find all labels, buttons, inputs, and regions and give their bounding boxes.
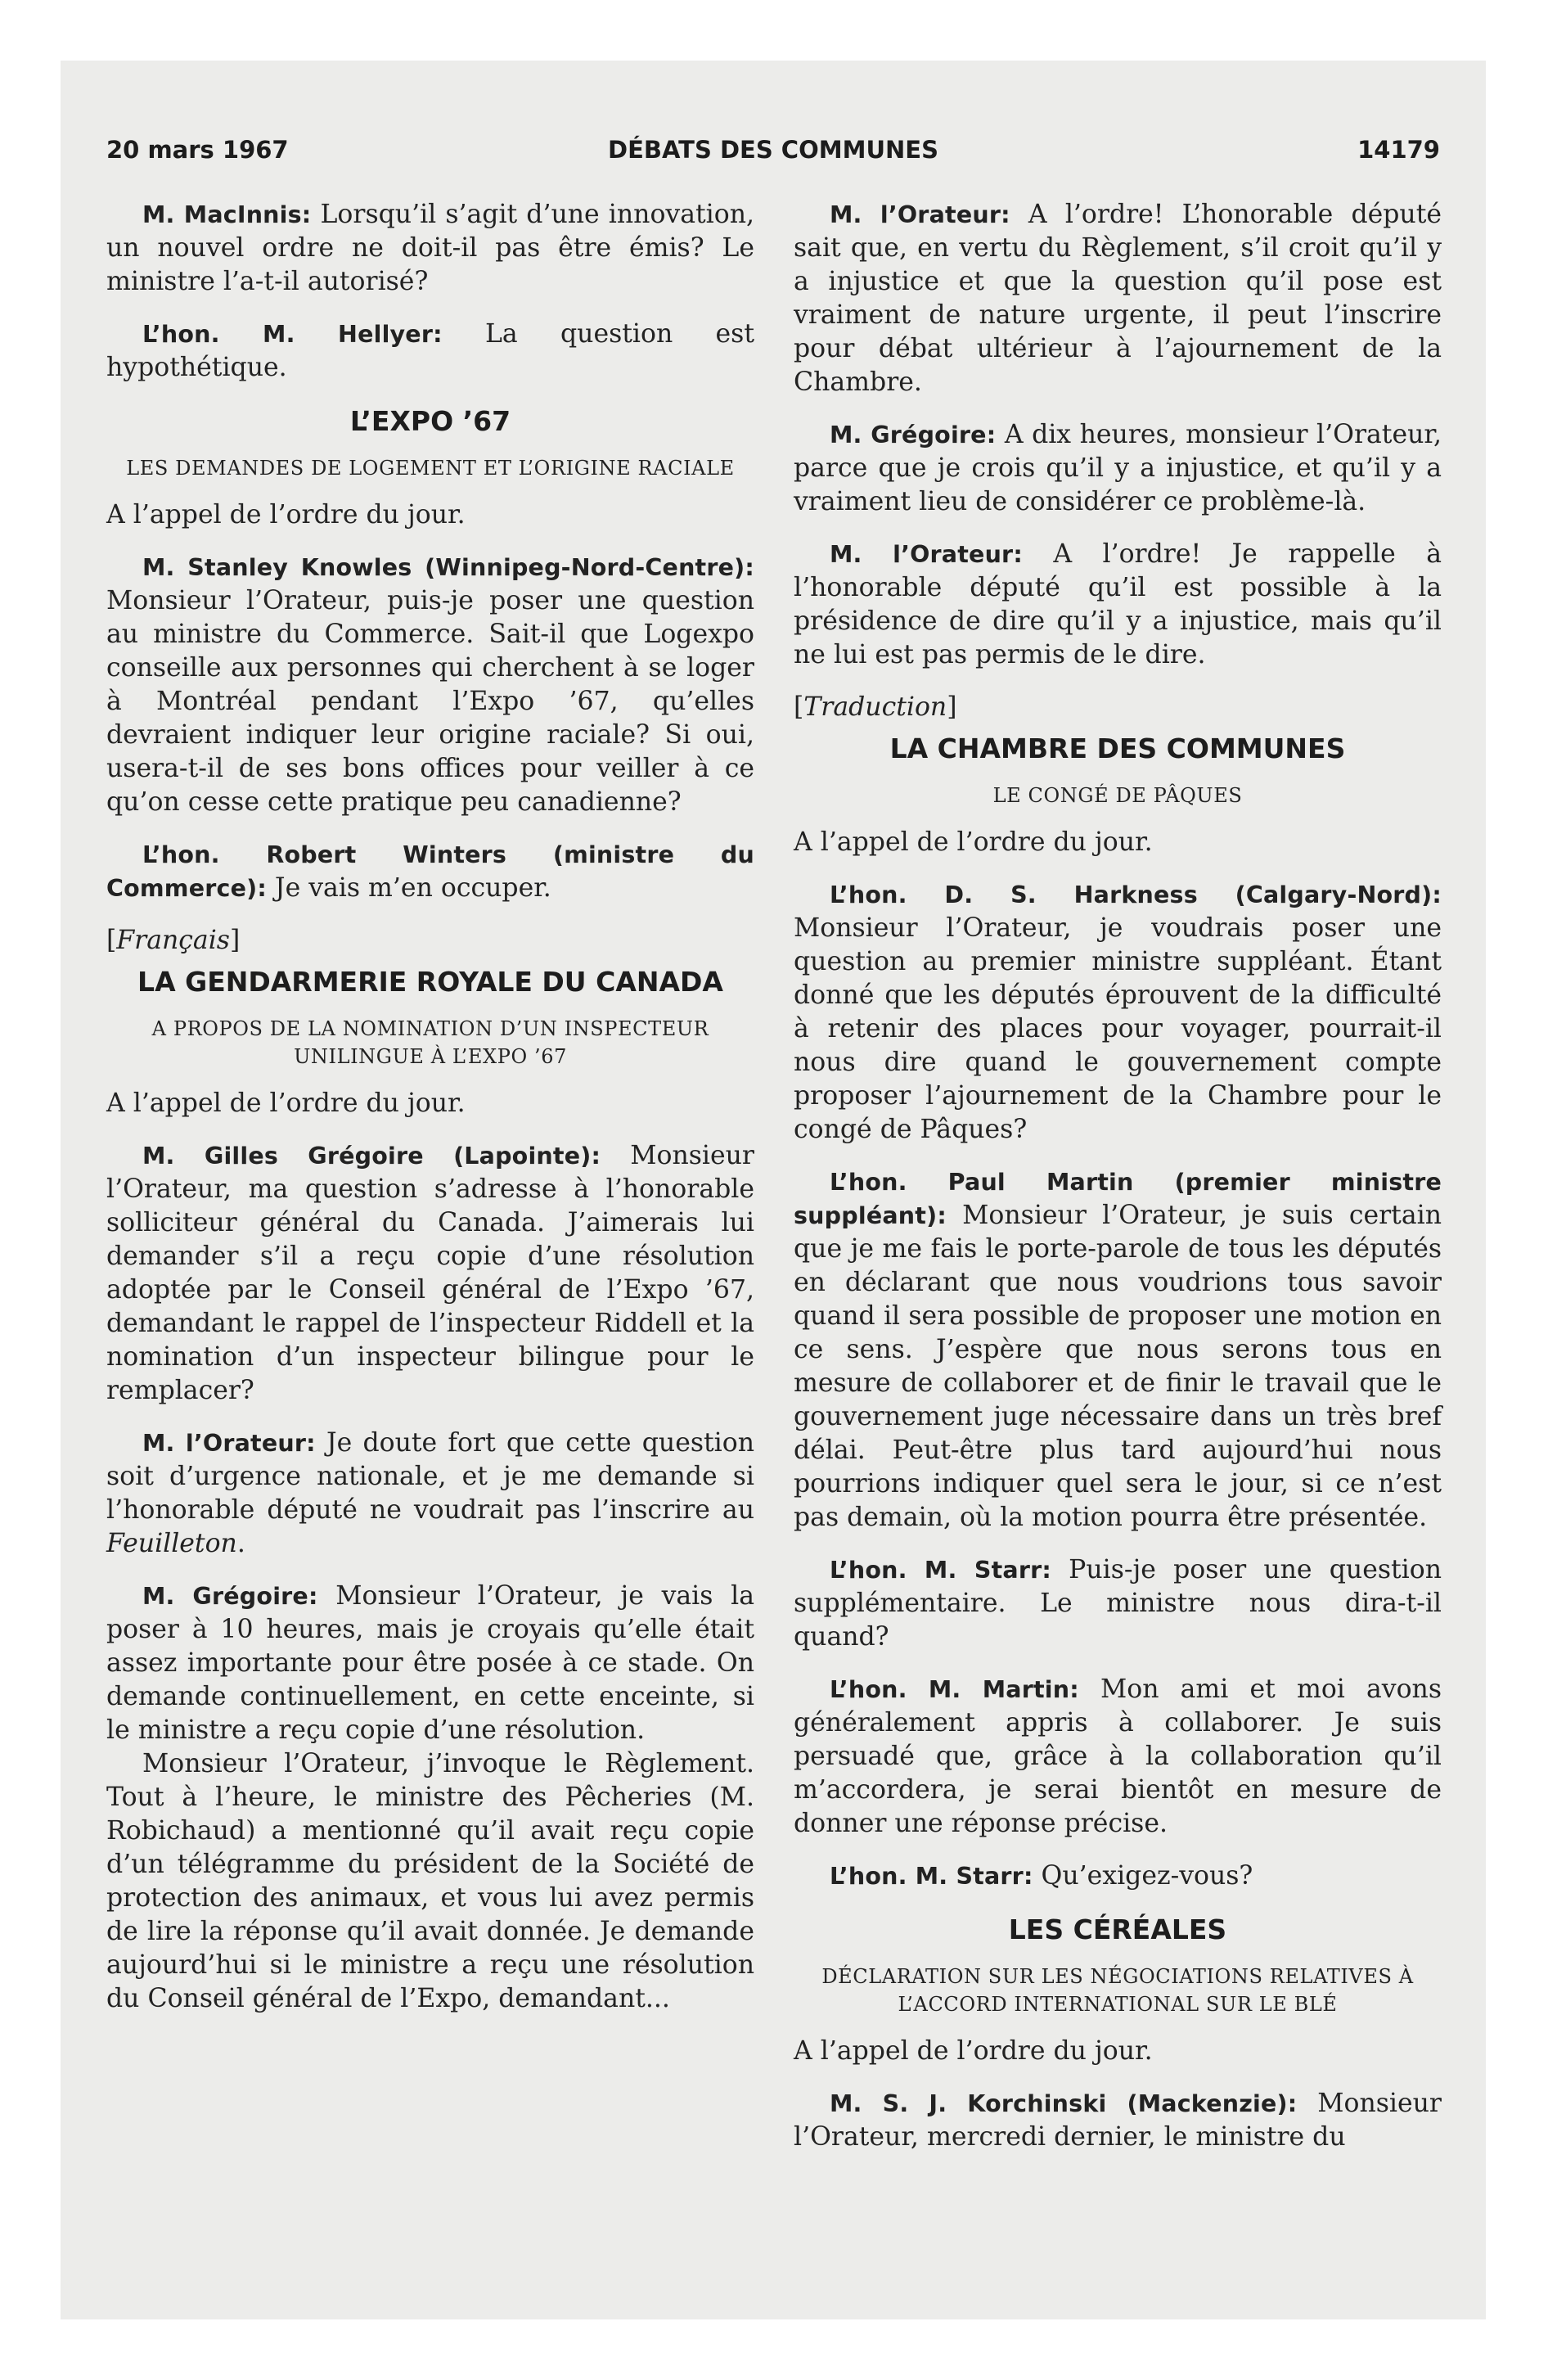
paragraph xyxy=(794,418,1442,519)
speaker-name: M. l’Orateur: xyxy=(142,1430,316,1457)
order-call: A l’appel de l’ordre du jour. xyxy=(106,500,466,530)
header-date: 20 mars 1967 xyxy=(106,136,289,164)
paragraph-text: Monsieur l’Orateur, je voudrais poser une question au premier ministre suppléant. Étant donné que les députés éprouvent de la difficulté à retenir des places pour voyager, pourrait-il nous dire quand le gouvernement compte proposer l’ajournement de la Chambre pour le congé de Pâques? xyxy=(794,913,1442,1144)
speaker-name: M. l’Orateur: xyxy=(830,201,1010,228)
paragraph-text: A dix heures, monsieur l’Orateur, parce que je crois qu’il y a injustice, et qu’il y a vraiment lieu de considérer ce problème-là. xyxy=(794,420,1442,516)
paragraph xyxy=(794,2087,1442,2154)
header-title: DÉBATS DES COMMUNES xyxy=(608,136,938,164)
left-column xyxy=(106,198,754,2035)
speaker-name: L’hon. M. Starr: xyxy=(830,1557,1051,1584)
paragraph xyxy=(106,1580,754,1747)
paragraph xyxy=(794,198,1442,399)
language-label: Français xyxy=(116,926,230,955)
paragraph-text: Mon ami et moi avons généralement appris à collaborer. Je suis persuadé que, grâce à la collaboration qu’il m’accordera, je serai bientôt en mesure de donner une réponse précise. xyxy=(794,1675,1442,1838)
paragraph xyxy=(794,1673,1442,1841)
paragraph xyxy=(106,1427,754,1561)
paragraph-text: Monsieur l’Orateur, je suis certain que je me fais le porte-parole de tous les députés en déclarant que nous voudrions tous savoir quand il sera possible de proposer une motion en ce sens. J’espère que nous serons tous en mesure de collaborer et de finir le travail que le gouvernement juge nécessaire dans un très bref délai. Peut-être plus tard aujourd’hui nous pourrions indiquer quel sera le jour, si ce n’est pas demain, où la motion pourra être présentée. xyxy=(794,1201,1442,1532)
section-subtitle: LE CONGÉ DE PÂQUES xyxy=(992,784,1243,807)
order-call: A l’appel de l’ordre du jour. xyxy=(106,1089,466,1118)
language-marker: [Français] xyxy=(106,926,241,955)
italic-text: Feuilleton xyxy=(106,1529,237,1558)
paragraph xyxy=(106,551,754,819)
paragraph xyxy=(794,1553,1442,1654)
speaker-name: M. Grégoire: xyxy=(830,421,997,449)
paragraph-text: Monsieur l’Orateur, puis-je poser une question au ministre du Commerce. Sait-il que Logexpo conseille aux personnes qui cherchent à se loger à Montréal pendant l’Expo ’67, qu’elles devraient indiquer leur origine raciale? Si oui, usera-t-il de ses bons offices pour veiller à ce qu’on cesse cette pratique peu canadienne? xyxy=(106,586,754,817)
speaker-name: M. Stanley Knowles (Winnipeg-Nord-Centre): xyxy=(142,554,754,581)
speaker-name: L’hon. M. Martin: xyxy=(830,1676,1079,1703)
paragraph-text: Je doute fort que cette question soit d’urgence nationale, et je me demande si l’honorable député ne voudrait pas l’inscrire au xyxy=(106,1428,755,1525)
page-header xyxy=(106,136,1440,169)
language-marker: [Traduction] xyxy=(794,692,957,722)
paragraph-text: Puis-je poser une question supplémentaire. Le ministre nous dira-t-il quand? xyxy=(794,1555,1442,1652)
speaker-name: L’hon. M. Hellyer: xyxy=(142,321,443,348)
paragraph-text: Monsieur l’Orateur, ma question s’adresse à l’honorable solliciteur général du Canada. J’aimerais lui demander s’il a reçu copie d’une résolution adoptée par le Conseil général de l’Expo ’67, demandant le rappel de l’inspecteur Riddell et la nomination d’un inspecteur bilingue pour le remplacer? xyxy=(106,1141,754,1405)
paragraph-text: Monsieur l’Orateur, mercredi dernier, le ministre du xyxy=(794,2089,1442,2152)
paragraph xyxy=(794,1859,1442,1893)
section-title: LA GENDARMERIE ROYALE DU CANADA xyxy=(137,966,723,998)
order-call: A l’appel de l’ordre du jour. xyxy=(794,827,1153,857)
speaker-name: M. S. J. Korchinski (Mackenzie): xyxy=(830,2090,1298,2117)
order-call: A l’appel de l’ordre du jour. xyxy=(794,2036,1153,2066)
section-title: LES CÉRÉALES xyxy=(1008,1913,1227,1945)
header-page-number: 14179 xyxy=(1357,136,1440,164)
paragraph xyxy=(106,198,754,299)
language-label: Traduction xyxy=(803,692,947,722)
speaker-name: M. Gilles Grégoire (Lapointe): xyxy=(142,1143,601,1170)
paragraph-text: A l’ordre! L’honorable député sait que, en vertu du Règlement, s’il croit qu’il y a injustice et que la question qu’il pose est vraiment de nature urgente, il peut l’inscrire pour débat ultérieur à l’ajournement de la Chambre. xyxy=(794,200,1442,397)
paragraph-text: Monsieur l’Orateur, je vais la poser à 10 heures, mais je croyais qu’elle était assez importante pour être posée à ce stade. On demande continuellement, en cette enceinte, si le ministre a reçu copie d’une résolution. xyxy=(106,1581,754,1745)
paragraph-text: A l’ordre! Je rappelle à l’honorable député qu’il est possible à la présidence de dire qu’il y a injustice, mais qu’il ne lui est pas permis de le dire. xyxy=(794,539,1442,669)
speaker-name: L’hon. Paul Martin (premier ministre suppléant): xyxy=(794,1169,1442,1229)
right-column xyxy=(794,198,1442,2173)
section-title: LA CHAMBRE DES COMMUNES xyxy=(889,732,1346,764)
section-title: L’EXPO ’67 xyxy=(349,405,511,437)
paragraph: Monsieur l’Orateur, j’invoque le Règlement. Tout à l’heure, le ministre des Pêcheries (M. Robichaud) a mentionné qu’il avait reçu copie d’un télégramme du président de la Société de protection des animaux, et vous lui avez permis de lire la réponse qu’il avait donnée. Je demande aujourd’hui si le ministre a reçu une résolution du Conseil général de l’Expo, demandant... xyxy=(106,1749,754,2013)
paragraph-text: La question est hypothétique. xyxy=(106,319,754,382)
document-page xyxy=(61,61,1486,2319)
speaker-name: L’hon. Robert Winters (ministre du Commerce): xyxy=(106,841,754,902)
paragraph-text: Lorsqu’il s’agit d’une innovation, un nouvel ordre ne doit-il pas être émis? Le ministre l’a-t-il autorisé? xyxy=(106,200,754,296)
section-subtitle: A PROPOS DE LA NOMINATION D’UN INSPECTEUR UNILINGUE À L’EXPO ’67 xyxy=(151,1017,709,1068)
paragraph xyxy=(106,838,754,905)
speaker-name: L’hon. D. S. Harkness (Calgary-Nord): xyxy=(830,881,1442,908)
paragraph xyxy=(794,538,1442,672)
speaker-name: M. l’Orateur: xyxy=(830,541,1023,568)
speaker-name: L’hon. M. Starr: xyxy=(830,1863,1033,1890)
speaker-name: M. MacInnis: xyxy=(142,201,312,228)
paragraph-text: Je vais m’en occuper. xyxy=(266,873,551,903)
speaker-name: M. Grégoire: xyxy=(142,1583,318,1610)
paragraph xyxy=(106,318,754,385)
paragraph xyxy=(794,878,1442,1147)
paragraph-text: Qu’exigez-vous? xyxy=(1033,1861,1253,1891)
paragraph-end: . xyxy=(236,1529,245,1558)
paragraph xyxy=(106,1139,754,1408)
paragraph xyxy=(794,1165,1442,1535)
section-subtitle: LES DEMANDES DE LOGEMENT ET L’ORIGINE RACIALE xyxy=(126,457,735,480)
section-subtitle: DÉCLARATION SUR LES NÉGOCIATIONS RELATIVES À L’ACCORD INTERNATIONAL SUR LE BLÉ xyxy=(821,1965,1414,2016)
